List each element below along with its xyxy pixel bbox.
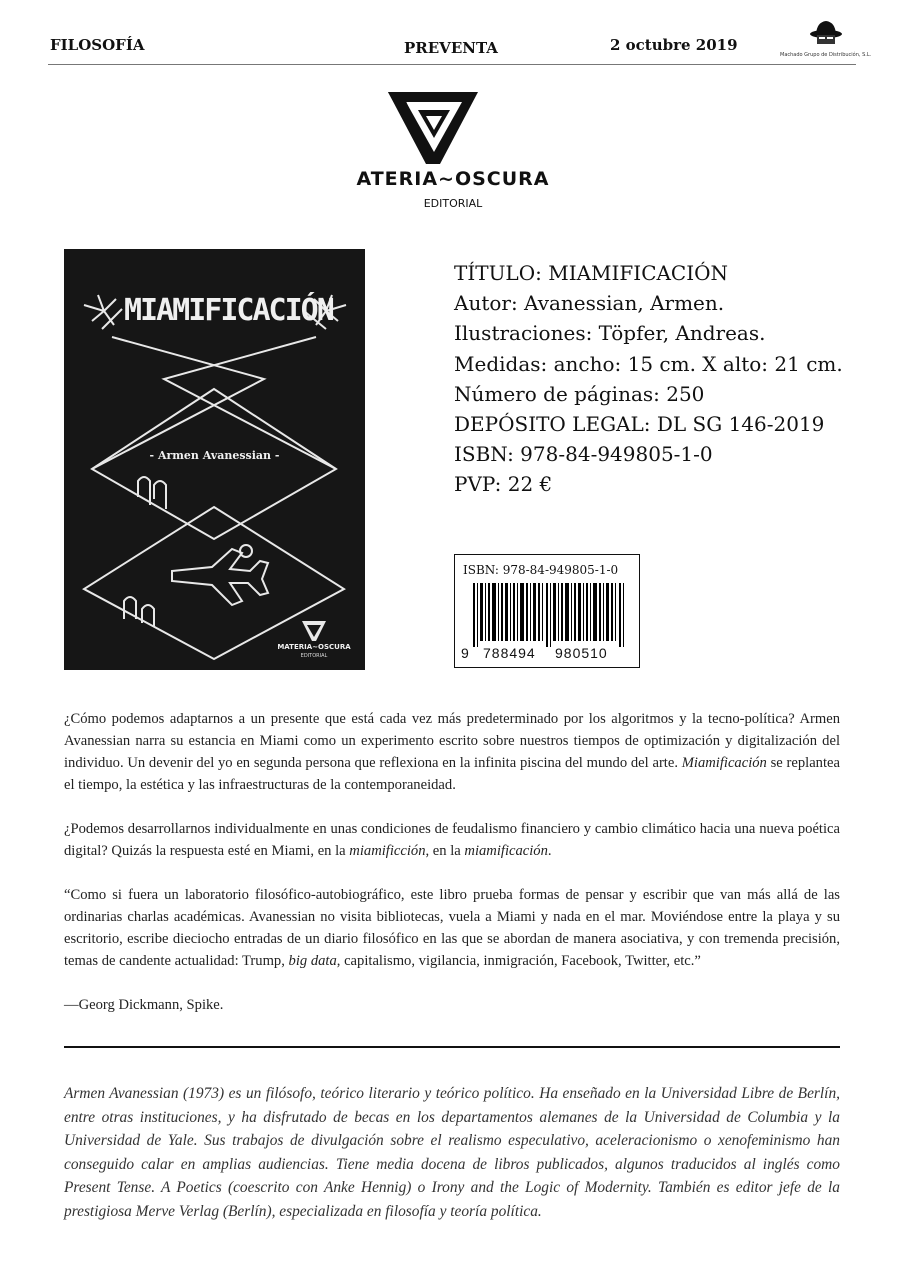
detail-dimensions: Medidas: ancho: 15 cm. X alto: 21 cm.	[454, 351, 843, 376]
review-signature: —Georg Dickmann, Spike.	[64, 997, 224, 1013]
distributor-name: Machado Grupo de Distribución, S.L.	[780, 52, 872, 58]
section-divider	[64, 1046, 840, 1048]
publisher-logo-icon	[388, 90, 478, 166]
cover-author: - Armen Avanessian -	[149, 449, 280, 462]
barcode-right-digits: 980510	[555, 645, 608, 661]
barcode-left-digits: 788494	[483, 645, 536, 661]
detail-price: PVP: 22 €	[454, 472, 553, 497]
detail-legal-deposit: DEPÓSITO LEGAL: DL SG 146-2019	[454, 412, 825, 437]
cover-publisher: MATERIA~OSCURA	[277, 643, 351, 651]
detail-title: TÍTULO: MIAMIFICACIÓN	[454, 261, 729, 285]
release-date: 2 octubre 2019	[610, 36, 738, 54]
isbn-barcode-box	[454, 554, 640, 668]
detail-author: Autor: Avanessian, Armen.	[454, 291, 725, 316]
review-quote: “Como si fuera un laboratorio filosófico-autobiográfico, este libro prueba formas de pensar y escribir que van más allá de las ordinarias charlas académicas. Avanessian no visita bibliotecas, vuela a Miami y nada en el mar. Moviéndose entre la playa y su escritorio, escribe dieciocho entradas de un diario filosófico en las que se abordan de manera asociativa, y con tremenda precisión, temas de candente actualidad: Trump, big data, capitalismo, vigilancia, inmigración, Facebook, Twitter, etc.”	[64, 887, 840, 969]
barcode-bars	[473, 583, 629, 647]
book-details	[454, 258, 843, 500]
publisher-subtitle: EDITORIAL	[423, 197, 483, 210]
status-label: PREVENTA	[404, 39, 498, 57]
book-cover	[64, 249, 365, 670]
barcode-isbn-label: ISBN: 978-84-949805-1-0	[463, 563, 619, 577]
category-label: FILOSOFÍA	[50, 36, 145, 54]
book-description	[64, 708, 840, 1038]
cover-publisher-sub: EDITORIAL	[300, 653, 328, 659]
detail-illustrations: Ilustraciones: Töpfer, Andreas.	[454, 321, 766, 346]
detail-isbn: ISBN: 978-84-949805-1-0	[454, 442, 713, 467]
barcode-lead-digit: 9	[461, 645, 469, 661]
description-paragraph-1: ¿Cómo podemos adaptarnos a un presente que está cada vez más predeterminado por los algoritmos y la tecno-política? Armen Avanessian narra su estancia en Miami como un experimento escrito sobre nuestros tiempos de optimización y digitalización del individuo. Un devenir del yo en segunda persona que reflexiona en la infinita piscina del mundo del arte. Miamificación se replantea el tiempo, la estética y las infraestructuras de la contemporaneidad.	[64, 711, 840, 793]
header-divider	[48, 64, 856, 65]
cover-title: MIAMIFICACIÓN	[124, 293, 333, 328]
author-bio: Armen Avanessian (1973) es un filósofo, teórico literario y teórico político. Ha enseñado en la Universidad Libre de Berlín, entre otras instituciones, y ha disfrutado de becas en los departamentos alemanes de la Universidad de Columbia y la Universidad de Yale. Sus trabajos de divulgación sobre el realismo especulativo, aceleracionismo o xenofeminismo han conseguido calar en amplias audiencias. Tiene media docena de libros publicados, algunos traducidos al inglés como Present Tense. A Poetics (coescrito con Anke Hennig) o Irony and the Logic of Modernity. También es editor jefe de la prestigiosa Merve Verlag (Berlín), especializada en filosofía y teoría política.	[64, 1085, 840, 1220]
detail-pages: Número de páginas: 250	[454, 381, 705, 406]
description-paragraph-2: ¿Podemos desarrollarnos individualmente en unas condiciones de feudalismo financiero y cambio climático hacia una nueva poética digital? Quizás la respuesta esté en Miami, en la miamificción, en la miamificación.	[64, 821, 840, 859]
publisher-name: ATERIA~OSCURA	[356, 168, 550, 190]
